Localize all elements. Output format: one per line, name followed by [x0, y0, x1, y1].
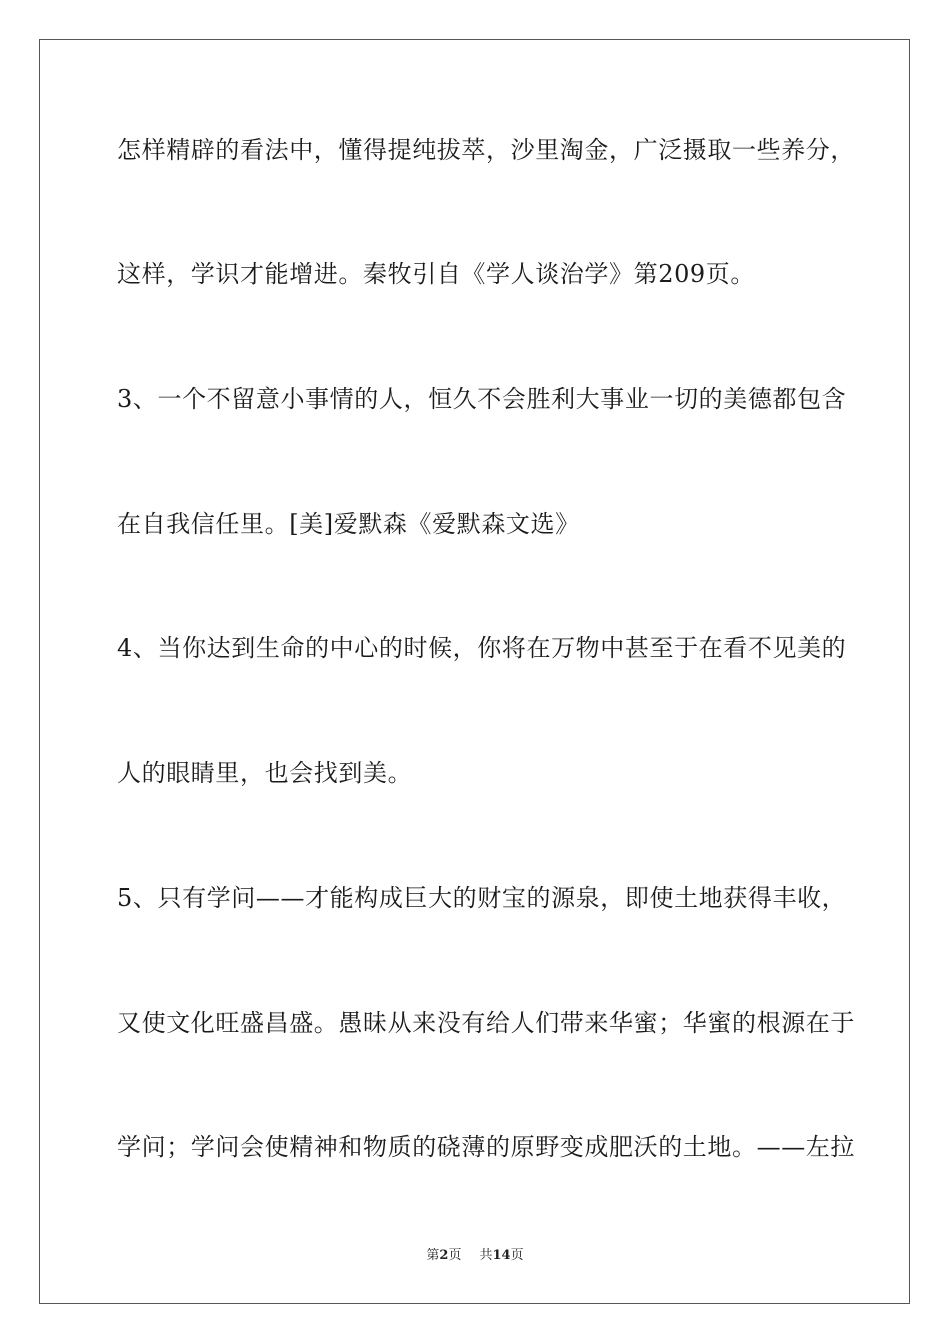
page-prefix: 第 — [426, 1248, 440, 1263]
text-line-8: 又使文化旺盛昌盛。愚昧从来没有给人们带来华蜜；华蜜的根源在于 — [117, 1009, 855, 1037]
text-line-9: 学问；学问会使精神和物质的硗薄的原野变成肥沃的土地。——左拉 — [117, 1133, 855, 1161]
total-pages: 14 — [492, 1248, 511, 1263]
text-line-2: 这样，学识才能增进。秦牧引自《学人谈治学》第209页。 — [117, 260, 756, 288]
text-line-5: 4、当你达到生命的中心的时候，你将在万物中甚至于在看不见美的 — [117, 634, 847, 662]
text-line-7: 5、只有学问——才能构成巨大的财宝的源泉，即使土地获得丰收， — [117, 884, 847, 912]
page-footer — [0, 1248, 950, 1264]
text-line-1: 怎样精辟的看法中，懂得提纯拔萃，沙里淘金，广泛摄取一些养分， — [117, 136, 855, 164]
page-border — [39, 39, 910, 1304]
text-line-4: 在自我信任里。[美]爱默森《爱默森文选》 — [117, 510, 580, 538]
page-number: 2 — [439, 1248, 449, 1263]
page-suffix: 页 — [448, 1248, 462, 1263]
text-line-6: 人的眼睛里，也会找到美。 — [117, 759, 413, 787]
total-suffix: 页 — [510, 1248, 524, 1263]
total-prefix: 共 — [479, 1248, 493, 1263]
text-line-3: 3、一个不留意小事情的人，恒久不会胜利大事业一切的美德都包含 — [117, 385, 847, 413]
